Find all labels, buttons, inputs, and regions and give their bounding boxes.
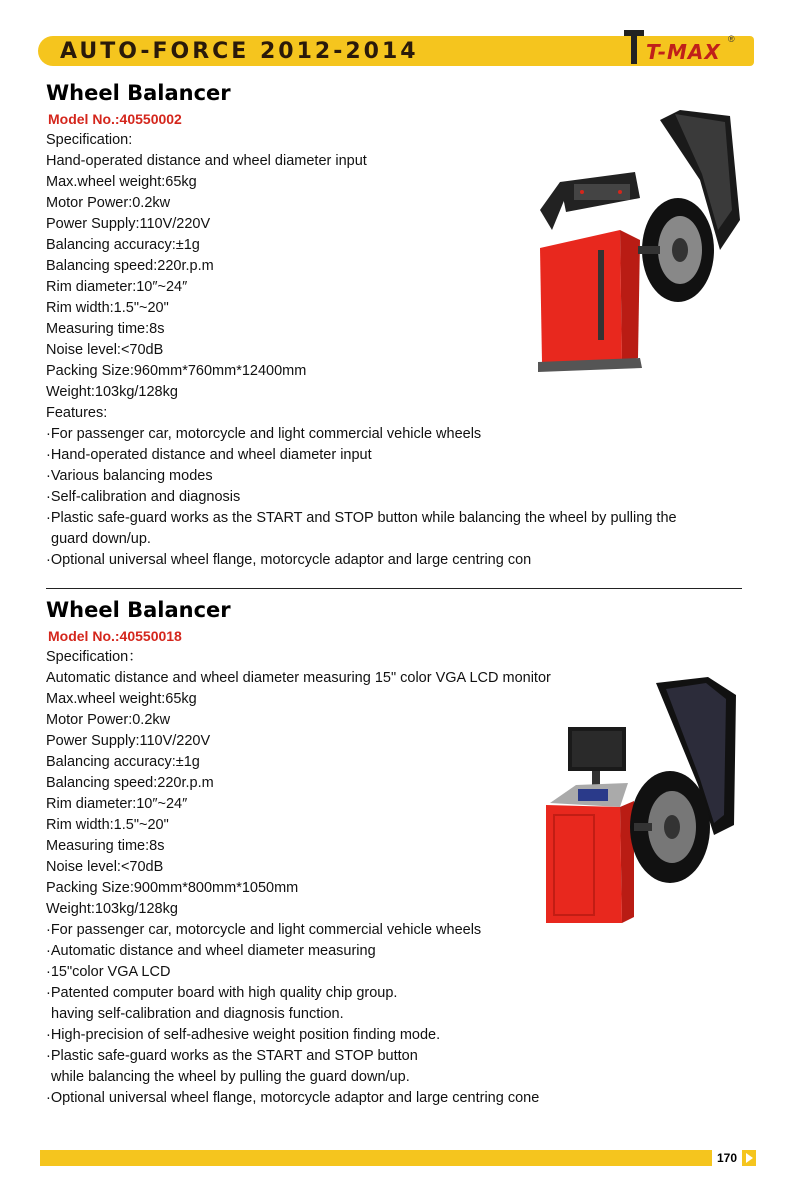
spec-line: Hand-operated distance and wheel diameter input — [46, 153, 367, 169]
spec-line: Weight:103kg/128kg — [46, 384, 178, 400]
spec-line: Power Supply:110V/220V — [46, 733, 211, 749]
spec-line: Rim diameter:10″~24″ — [46, 796, 188, 812]
spec-line: Balancing accuracy:±1g — [46, 754, 200, 770]
feature-line: ·15"color VGA LCD — [46, 964, 171, 980]
spec-line: Rim width:1.5"~20" — [46, 300, 169, 316]
feature-line: ·High-precision of self-adhesive weight position finding mode. — [46, 1027, 441, 1043]
feature-line: ·Optional universal wheel flange, motorcycle adaptor and large centring con — [46, 552, 532, 568]
feature-line: ·Plastic safe-guard works as the START and STOP button — [46, 1048, 418, 1064]
spec-line: Balancing speed:220r.p.m — [46, 775, 214, 791]
feature-line: ·Plastic safe-guard works as the START and STOP button while balancing the wheel by pulling the — [46, 510, 677, 526]
spec-line: Max.wheel weight:65kg — [46, 174, 197, 190]
feature-line: ·Optional universal wheel flange, motorcycle adaptor and large centring cone — [46, 1090, 540, 1106]
next-page-arrow-icon — [742, 1150, 756, 1166]
feature-line: guard down/up. — [51, 531, 151, 547]
product-title: Wheel Balancer — [46, 598, 231, 622]
spec-line: Specification： — [46, 649, 143, 665]
spec-line: Noise level:<70dB — [46, 859, 164, 875]
spec-line: Power Supply:110V/220V — [46, 216, 211, 232]
spec-line: Measuring time:8s — [46, 321, 165, 337]
spec-line: Balancing speed:220r.p.m — [46, 258, 214, 274]
registered-mark: ® — [728, 34, 735, 44]
feature-line: having self-calibration and diagnosis function. — [51, 1006, 344, 1022]
catalog-title: AUTO-FORCE 2012-2014 — [60, 39, 419, 64]
spec-line: Automatic distance and wheel diameter measuring 15" color VGA LCD monitor — [46, 670, 551, 686]
spec-line: Balancing accuracy:±1g — [46, 237, 200, 253]
features-heading: Features: — [46, 405, 108, 421]
feature-line: ·Various balancing modes — [46, 468, 213, 484]
feature-line: ·Patented computer board with high quality chip group. — [46, 985, 398, 1001]
model-number: Model No.:40550002 — [48, 111, 182, 127]
wheel-balancer-image-2 — [538, 675, 742, 957]
spec-line: Motor Power:0.2kw — [46, 195, 171, 211]
feature-line: ·For passenger car, motorcycle and light commercial vehicle wheels — [46, 426, 482, 442]
spec-line: Noise level:<70dB — [46, 342, 164, 358]
footer-banner — [40, 1150, 756, 1166]
page-number: 170 — [712, 1150, 742, 1166]
wheel-balancer-image-1 — [530, 100, 742, 380]
section-divider — [46, 588, 742, 589]
model-number: Model No.:40550018 — [48, 628, 182, 644]
spec-line: Motor Power:0.2kw — [46, 712, 171, 728]
feature-line: ·For passenger car, motorcycle and light commercial vehicle wheels — [46, 922, 482, 938]
feature-line: while balancing the wheel by pulling the guard down/up. — [51, 1069, 410, 1085]
spec-line: Packing Size:900mm*800mm*1050mm — [46, 880, 299, 896]
feature-line: ·Self-calibration and diagnosis — [46, 489, 241, 505]
spec-line: Rim diameter:10″~24″ — [46, 279, 188, 295]
spec-line: Rim width:1.5"~20" — [46, 817, 169, 833]
product-title: Wheel Balancer — [46, 81, 231, 105]
spec-line: Packing Size:960mm*760mm*12400mm — [46, 363, 307, 379]
feature-line: ·Automatic distance and wheel diameter measuring — [46, 943, 376, 959]
spec-line: Max.wheel weight:65kg — [46, 691, 197, 707]
spec-line: Measuring time:8s — [46, 838, 165, 854]
feature-line: ·Hand-operated distance and wheel diameter input — [46, 447, 372, 463]
brand-logo: T-MAX — [646, 40, 721, 64]
spec-line: Specification: — [46, 132, 133, 148]
spec-line: Weight:103kg/128kg — [46, 901, 178, 917]
tmax-logo-icon — [624, 30, 644, 64]
